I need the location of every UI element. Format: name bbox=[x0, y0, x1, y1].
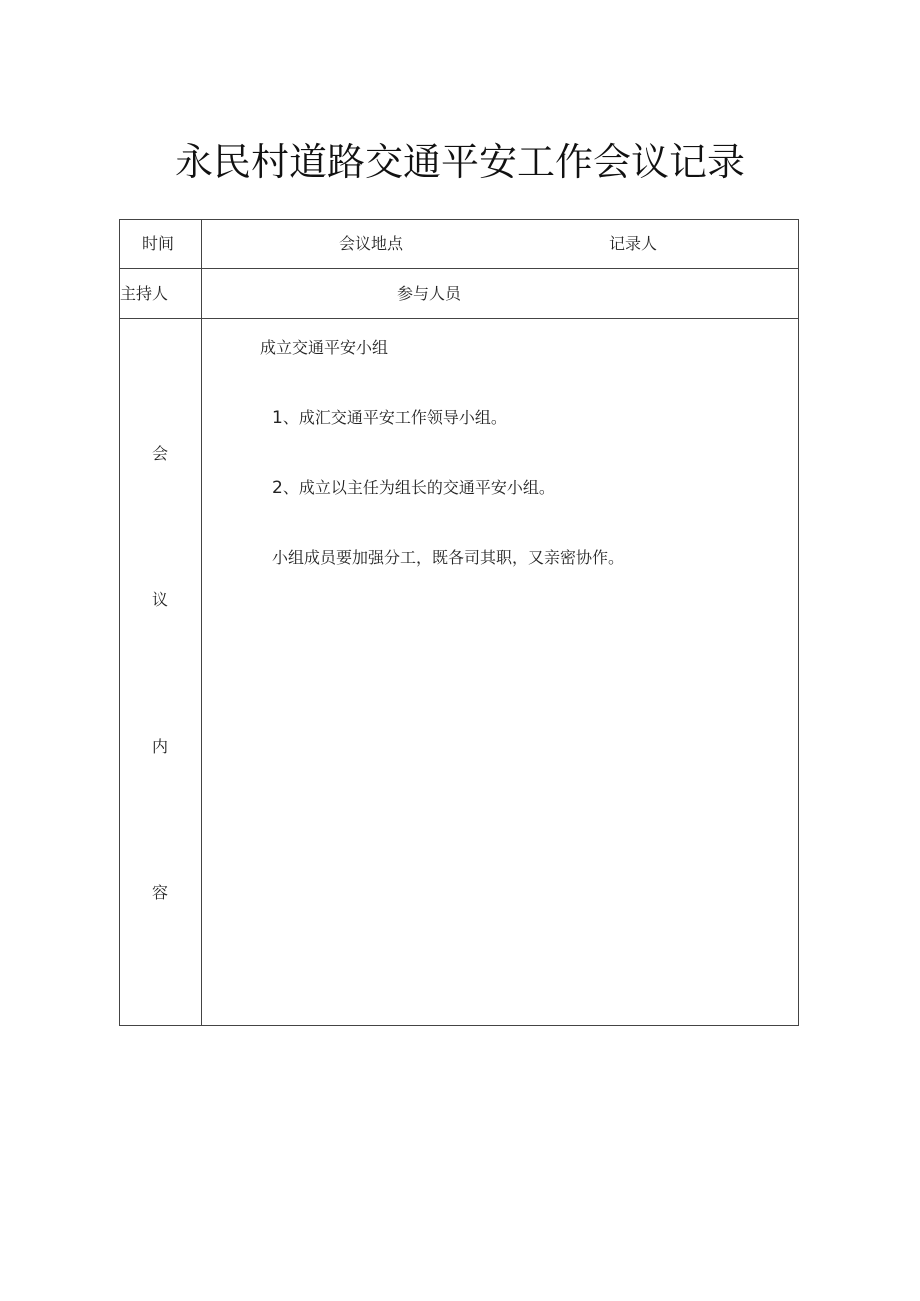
item-number: 2 bbox=[272, 478, 283, 498]
item-number: 1 bbox=[272, 408, 283, 428]
time-label: 时间 bbox=[142, 234, 175, 253]
content-label-char: 内 bbox=[151, 737, 168, 756]
meeting-record-table bbox=[119, 219, 799, 1026]
page-title: 永民村道路交通平安工作会议记录 bbox=[174, 140, 745, 184]
location-field[interactable] bbox=[420, 221, 600, 267]
recorder-label: 记录人 bbox=[609, 234, 658, 253]
participants-field[interactable] bbox=[480, 270, 795, 316]
host-label: 主持人 bbox=[120, 284, 169, 303]
content-item bbox=[272, 478, 555, 498]
content-label-char: 会 bbox=[151, 444, 168, 463]
content-area[interactable] bbox=[202, 319, 798, 1025]
recorder-field[interactable] bbox=[670, 221, 795, 267]
item-text: 、成汇交通平安工作领导小组。 bbox=[282, 408, 507, 427]
content-heading: 成立交通平安小组 bbox=[260, 338, 389, 357]
time-field[interactable] bbox=[202, 221, 332, 267]
content-label-char: 容 bbox=[151, 883, 168, 902]
content-label-char: 议 bbox=[151, 590, 168, 609]
location-label: 会议地点 bbox=[339, 234, 404, 253]
content-note: 小组成员要加强分工，既各司其职，又亲密协作。 bbox=[272, 548, 625, 567]
host-field[interactable] bbox=[202, 270, 382, 316]
content-item bbox=[272, 408, 507, 428]
row-divider-1 bbox=[120, 268, 798, 269]
participants-label: 参与人员 bbox=[397, 284, 462, 303]
item-text: 、成立以主任为组长的交通平安小组。 bbox=[282, 478, 555, 497]
